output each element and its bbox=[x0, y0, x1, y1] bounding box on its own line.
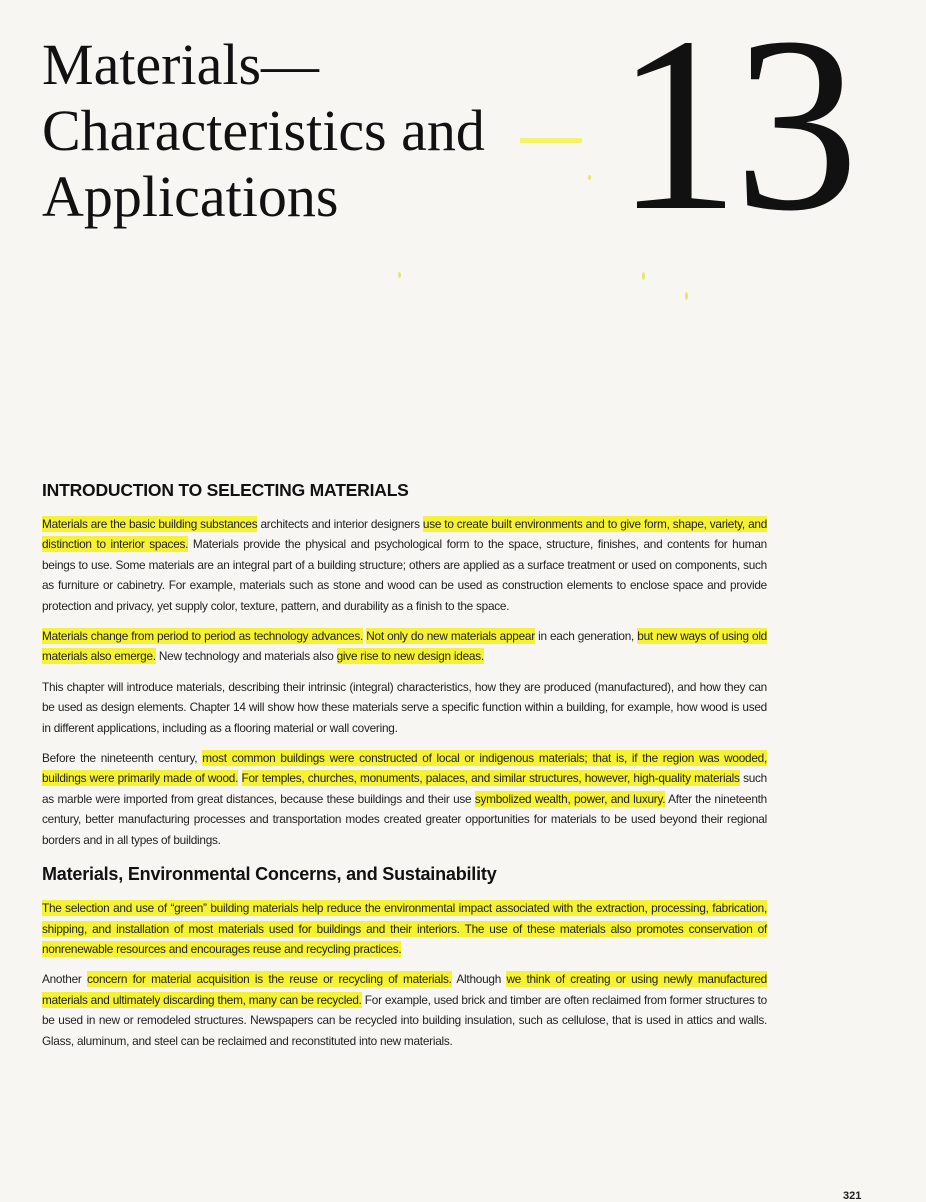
plain-text: Although bbox=[451, 972, 507, 987]
highlighted-text: but new ways of using old materials also emerge. bbox=[42, 629, 767, 664]
plain-text: Before the nineteenth century, bbox=[42, 751, 203, 766]
highlighted-text: we think of creating or using newly manufactured materials and ultimately discarding them, many can be recycled. bbox=[42, 972, 767, 1007]
plain-text: in each generation, bbox=[534, 629, 638, 644]
highlighted-text: For temples, churches, monuments, palaces, and similar structures, however, high-quality materials bbox=[241, 771, 740, 786]
plain-text: architects and interior designers bbox=[257, 517, 423, 531]
highlighted-text: The selection and use of “green” building materials help reduce the environmental impact associated with the extraction, processing, fabrication, shipping, and installation of most materials used for buildings and their interiors. The use of these materials also bbox=[42, 901, 767, 936]
plain-text: After the nineteenth century, better manufacturing processes and transportation modes created greater opportunities for materials to be used beyond their regional borders and in all types of buildings. bbox=[42, 791, 767, 847]
highlighted-text: promotes conservation of nonrenewable resources and encourages reuse and recycling practices. bbox=[42, 921, 767, 956]
chapter-title-line-2: Characteristics and bbox=[42, 98, 485, 163]
highlighter-speck bbox=[642, 272, 645, 280]
highlighted-text: concern for material acquisition is the reuse or recycling of materials. bbox=[87, 972, 452, 987]
highlighted-text: symbolized wealth, power, and luxury. bbox=[474, 791, 666, 806]
section-heading-environment: Materials, Environmental Concerns, and Sustainability bbox=[42, 864, 497, 885]
chapter-title bbox=[42, 32, 485, 230]
highlighted-text: Materials are the basic building substances bbox=[42, 517, 258, 531]
chapter-title-line-3: Applications bbox=[42, 164, 339, 229]
highlighter-speck bbox=[588, 175, 591, 180]
highlighted-text: most common buildings were constructed of local or indigenous materials; that is, if the region was wooded, buildings were primarily made of wood. bbox=[42, 751, 767, 786]
highlighter-speck bbox=[398, 272, 401, 278]
highlighter-speck bbox=[685, 292, 688, 300]
highlighter-stroke bbox=[520, 138, 582, 143]
paragraph-intro-2 bbox=[42, 626, 767, 667]
plain-text: For example, used brick and timber are often reclaimed from former structures to be used in new or remodeled structures. Newspapers can be recycled into building insulation, such as cellulose, that is used in attics and walls. Glass, aluminum, and steel can be reclaimed and reconstituted into new materials. bbox=[42, 992, 767, 1048]
plain-text: Another bbox=[42, 972, 87, 987]
plain-text bbox=[238, 771, 241, 785]
highlighted-text: Not only do new materials appear bbox=[366, 629, 535, 644]
paragraph-intro-1 bbox=[42, 514, 767, 616]
chapter-title-line-1: Materials— bbox=[42, 32, 320, 97]
plain-text: Materials provide the physical and psychological form to the space, structure, finishes, and contents for human beings to use. Some materials are an integral part of a building structure; others are applied as a surface treatment or used on components, such as furniture or cabinetry. For example, materials such as stone and wood can be used as construction elements to enclose space and provide protection and privacy, yet supply color, texture, pattern, and durability as a finish to the space. bbox=[42, 537, 767, 613]
highlighted-text: use to create built environments and to give form, shape, variety, and distinction to interior spaces. bbox=[42, 517, 767, 552]
paragraph-environment-2 bbox=[42, 969, 767, 1051]
highlighted-text: give rise to new design ideas. bbox=[336, 649, 484, 664]
plain-text: New technology and materials also bbox=[155, 649, 337, 664]
body-text bbox=[42, 478, 767, 1061]
highlighted-text: Materials change from period to period as technology advances. bbox=[42, 629, 364, 644]
plain-text: such as marble were imported from great distances, because these buildings and their use bbox=[42, 771, 767, 806]
page-number: 321 bbox=[843, 1190, 862, 1202]
chapter-number: 13 bbox=[615, 0, 853, 263]
section-heading-intro: INTRODUCTION TO SELECTING MATERIALS bbox=[42, 480, 409, 500]
paragraph-intro-3: This chapter will introduce materials, describing their intrinsic (integral) characteristics, how they are produced (manufactured), and how they can be used as design elements. Chapter 14 will show how these materials serve a specific function within a building, for example, how wood is used in different applications, including as a flooring material or wall covering. bbox=[42, 679, 767, 735]
paragraph-intro-4 bbox=[42, 748, 767, 850]
paragraph-environment-1 bbox=[42, 898, 767, 959]
